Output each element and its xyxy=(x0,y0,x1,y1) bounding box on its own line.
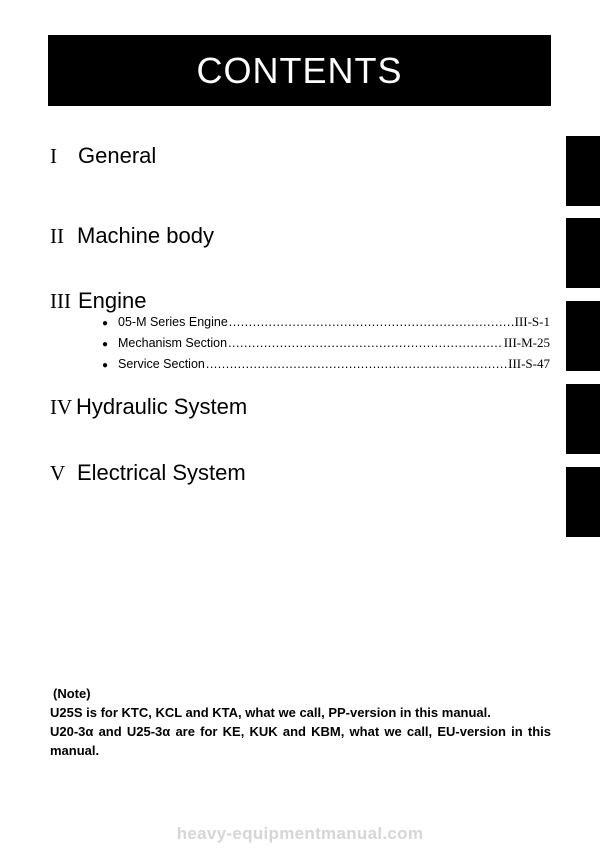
section-tab-3 xyxy=(566,301,600,371)
section-tab-2 xyxy=(566,218,600,288)
section-engine xyxy=(50,288,147,314)
section-numeral: III xyxy=(50,289,71,313)
section-title: Machine body xyxy=(77,223,214,248)
section-hydraulic-system xyxy=(50,394,247,420)
section-tab-4 xyxy=(566,384,600,454)
section-numeral: V xyxy=(50,461,66,485)
section-numeral: I xyxy=(50,144,57,168)
section-tab-1 xyxy=(566,136,600,206)
note-title: (Note) xyxy=(53,686,91,701)
bullet-icon: ● xyxy=(102,339,109,350)
entry-label: Mechanism Section xyxy=(118,336,228,350)
bullet-icon: ● xyxy=(102,318,109,329)
contents-header xyxy=(48,35,551,106)
note-line: U25S is for KTC, KCL and KTA, what we call, PP-version in this manual. xyxy=(50,705,491,720)
dot-leader xyxy=(228,336,503,350)
dot-leader xyxy=(206,357,507,371)
entry-label: 05-M Series Engine xyxy=(118,315,228,329)
note-block xyxy=(50,684,551,760)
entry-page: III-S-1 xyxy=(514,314,550,329)
entry-page: III-M-25 xyxy=(503,335,550,350)
page-title: CONTENTS xyxy=(196,49,403,91)
section-electrical-system xyxy=(50,460,246,486)
section-title: Hydraulic System xyxy=(76,394,248,419)
section-title: Electrical System xyxy=(77,460,246,485)
entry-page: III-S-47 xyxy=(508,356,550,371)
note-line: U20-3α and U25-3α are for KE, KUK and KBM, what we call, EU-version in this manual. xyxy=(50,724,551,758)
entry-label: Service Section xyxy=(118,357,205,371)
section-general xyxy=(50,143,156,169)
list-item[interactable] xyxy=(102,356,550,377)
list-item[interactable] xyxy=(102,314,550,335)
list-item[interactable] xyxy=(102,335,550,356)
dot-leader xyxy=(229,315,514,329)
section-title: Engine xyxy=(78,288,147,313)
section-numeral: II xyxy=(50,224,64,248)
section-numeral: IV xyxy=(50,395,73,419)
engine-contents-list xyxy=(102,314,550,377)
section-tab-5 xyxy=(566,467,600,537)
section-title: General xyxy=(78,143,157,168)
section-machine-body xyxy=(50,223,214,249)
watermark: heavy-equipmentmanual.com xyxy=(176,824,424,843)
bullet-icon: ● xyxy=(102,360,109,371)
